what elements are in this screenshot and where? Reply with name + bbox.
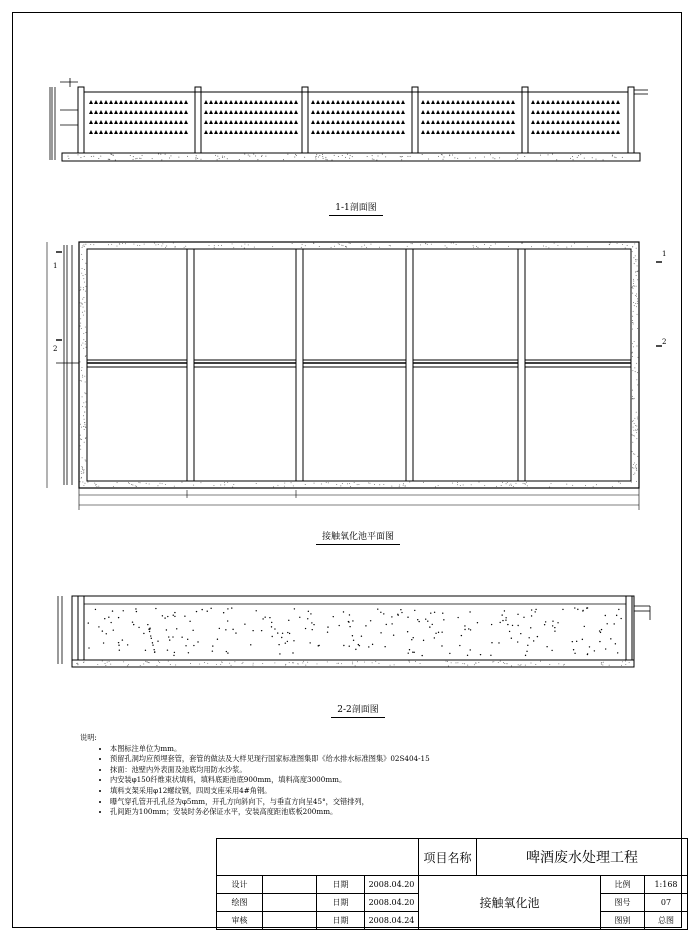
title-block — [216, 838, 688, 930]
base-slab — [62, 153, 640, 161]
role-design: 设计 — [217, 876, 263, 894]
role-review: 审核 — [217, 912, 263, 930]
project-name: 啤酒废水处理工程 — [477, 839, 688, 876]
cell-partition — [187, 249, 194, 481]
left-wall — [78, 87, 84, 153]
section-1-1-caption: 1-1剖面图 — [296, 200, 416, 216]
sheet-number-value: 07 — [645, 894, 688, 912]
signature-cell — [263, 876, 317, 894]
scale-label: 比例 — [601, 876, 645, 894]
packing-media — [89, 100, 620, 134]
plan-mark-right-2: 2 — [662, 338, 667, 346]
cell-partition — [296, 249, 303, 481]
date-drawing: 2008.04.20 — [365, 894, 419, 912]
section-2-2-caption: 2-2剖面图 — [296, 702, 420, 718]
note-item: • 预留孔洞均应预埋套管，套管的做法及大样见现行国家标准图集即《给水排水标准图集》02S404-15 — [110, 754, 430, 765]
date-label: 日期 — [317, 912, 365, 930]
plan-mark-left-2: 2 — [53, 345, 58, 353]
date-review: 2008.04.24 — [365, 912, 419, 930]
general-notes — [80, 733, 430, 818]
date-label: 日期 — [317, 876, 365, 894]
section-2-2-drawing — [58, 596, 650, 667]
partition-wall — [195, 87, 201, 153]
note-item: • 填料支架采用φ12螺纹钢，四周支座采用4#角钢。 — [110, 786, 430, 797]
notes-heading: 说明: — [80, 733, 97, 742]
signature-cell — [263, 894, 317, 912]
cell-partition — [406, 249, 413, 481]
partition-wall — [412, 87, 418, 153]
role-drawing: 绘图 — [217, 894, 263, 912]
plan-mark-left-1: 1 — [53, 262, 58, 270]
plan-mark-right-1: 1 — [662, 250, 667, 258]
partition-wall — [522, 87, 528, 153]
note-item: • 抹面：池壁内外表面及池底均用防水沙浆。 — [110, 765, 430, 776]
category-label: 图别 — [601, 912, 645, 930]
sheet-number-label: 图号 — [601, 894, 645, 912]
drawing-name: 接触氧化池 — [419, 876, 601, 930]
signature-cell — [263, 912, 317, 930]
category-value: 总图 — [645, 912, 688, 930]
date-label: 日期 — [317, 894, 365, 912]
partition-walls — [195, 87, 528, 153]
title-block-blank — [217, 839, 419, 876]
note-item: • 曝气穿孔管开孔孔径为φ5mm，开孔方向斜向下，与垂直方向呈45°，交错排列， — [110, 797, 430, 808]
tank-outline — [72, 596, 634, 666]
plan-view-drawing — [47, 242, 662, 510]
note-item: • 本图标注单位为mm。 — [110, 744, 430, 755]
cell-partition — [518, 249, 525, 481]
scale-value: 1:168 — [645, 876, 688, 894]
note-item: • 内安装φ150纤维束状填料，填料底距池底900mm，填料高度3000mm。 — [110, 775, 430, 786]
section-1-1-drawing — [50, 78, 648, 161]
note-item: • 孔间距为100mm；安装时务必保证水平，安装高度距池底板200mm。 — [110, 807, 430, 818]
date-design: 2008.04.20 — [365, 876, 419, 894]
project-label: 项目名称 — [419, 839, 477, 876]
plan-view-caption: 接触氧化池平面图 — [296, 529, 420, 545]
right-wall — [628, 87, 634, 153]
partition-wall — [302, 87, 308, 153]
